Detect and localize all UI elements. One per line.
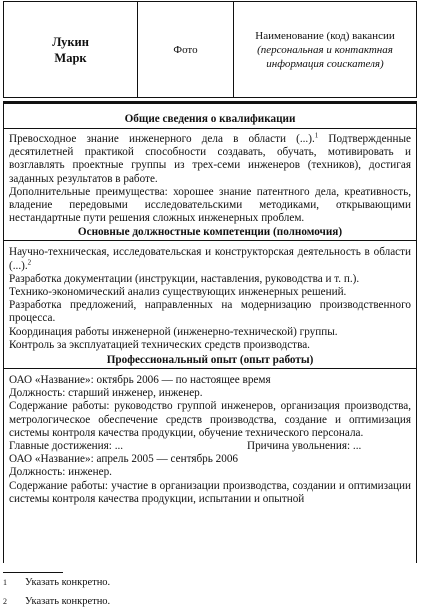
resume-header — [3, 1, 417, 98]
job2-company: ОАО «Название»: апрель 2005 — сентябрь 2006 — [9, 453, 239, 466]
competency-item-6: Контроль за эксплуатацией технических средств производства. — [9, 338, 310, 351]
qualification-paragraph-2: Дополнительные преимущества: хорошее знание патентного дела, креативность, владение передовыми исследовательскими методиками, открывающими нестандартные пути решения сложных инженерных проблем. — [9, 185, 411, 225]
vacancy-subtitle: (персональная и контактная информация соискателя) — [257, 43, 393, 70]
job1-position: Должность: старший инженер, инженер. — [9, 387, 203, 400]
qualification-paragraph-1: Превосходное знание инженерного дела в области (...).$^1$ Подтвержденные десятилетней практикой способности создавать, обучать, мотивировать и возглавлять проектные группы из трех-семи инженеров (техников), достигая заданных результатов в работе. — [9, 131, 411, 185]
footnote-separator — [3, 572, 63, 573]
photo-placeholder: Фото — [138, 2, 234, 97]
candidate-first-name: Лукин — [52, 34, 89, 49]
experience-heading: Профессиональный опыт (опыт работы) — [106, 354, 314, 367]
competency-item-5: Координация работы инженерной (инженерно-технической) группы. — [9, 325, 338, 338]
job2-position: Должность: инженер. — [9, 466, 112, 479]
footnote-ref-2: 2 — [27, 257, 32, 266]
competency-item-1: Научно-техническая, исследовательская и конструкторская деятельность в области (...).$^2$ — [9, 246, 411, 272]
qualification-heading: Общие сведения о квалификации — [124, 113, 296, 125]
vacancy-title: Наименование (код) вакансии — [255, 29, 395, 42]
candidate-name-cell — [4, 2, 138, 97]
competency-item-2: Разработка документации (инструкции, наставления, руководства и т. п.). — [9, 272, 360, 285]
competencies-heading: Основные должностные компетенции (полномочия) — [77, 226, 343, 239]
job1-content: Содержание работы: руководство группой инженеров, организация производства, метрологическое обеспечение средств производства, создание и оптимизация системы контроля качества продукции, обучение технического персонала. — [9, 400, 411, 439]
competency-item-4: Разработка предложений, направленных на модернизацию производственного процесса. — [9, 299, 411, 325]
competency-item-3: Технико-экономический анализ существующих инженерных решений. — [9, 286, 347, 299]
footnote-2: 2 Указать конкретно. — [3, 596, 111, 607]
candidate-last-name: Марк — [54, 50, 87, 65]
vacancy-cell — [234, 2, 416, 97]
job1-achievements: Главные достижения: ... — [9, 440, 124, 453]
footnote-ref-1: 1 — [314, 131, 319, 140]
job1-company: ОАО «Название»: октябрь 2006 — по настоящее время — [9, 374, 271, 387]
footnote-1: 1 Указать конкретно. — [3, 577, 111, 588]
resume-body — [3, 101, 417, 563]
job1-results-row — [4, 440, 416, 453]
job2-content: Содержание работы: участие в организации производства, создании и оптимизации системы контроля качества продукции, испытании и опытной — [9, 479, 411, 505]
job1-reason: Причина увольнения: ... — [247, 440, 362, 453]
